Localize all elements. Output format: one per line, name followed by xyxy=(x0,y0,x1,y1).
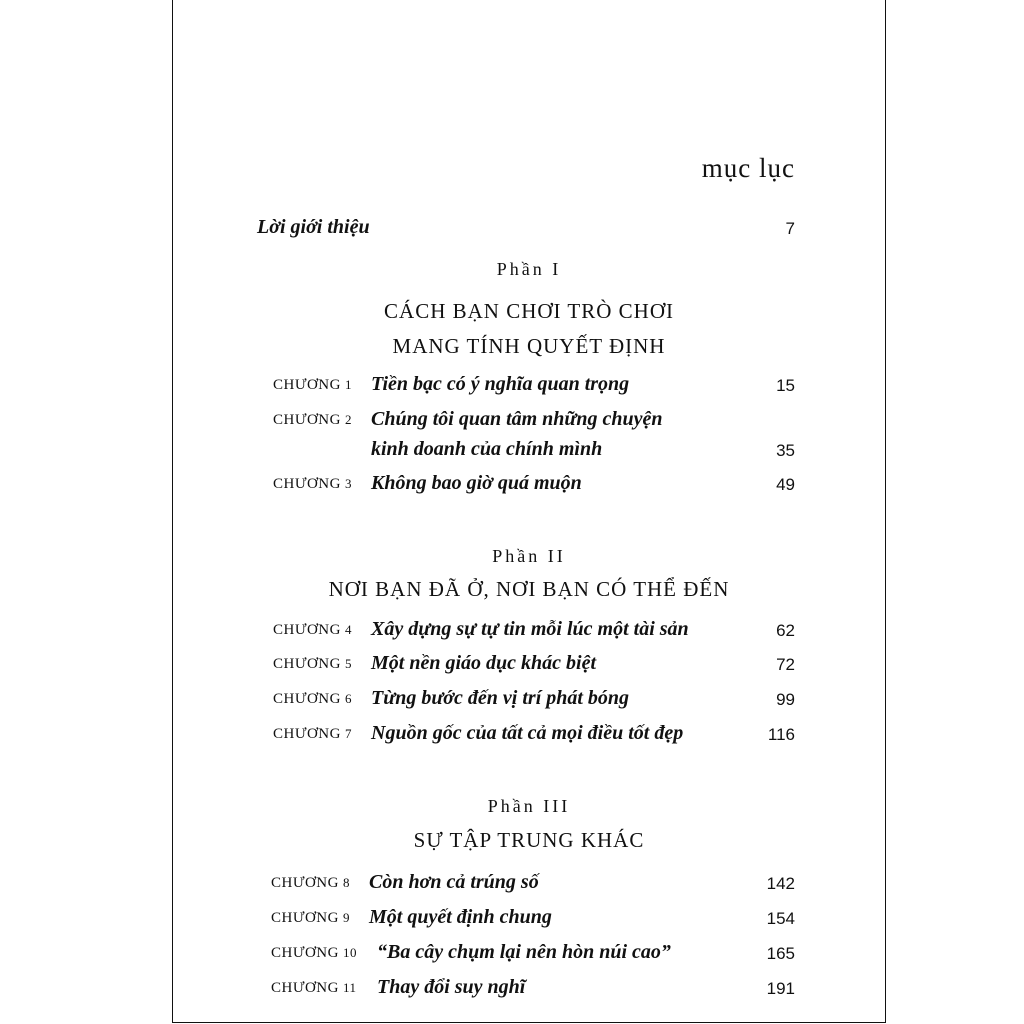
chapter-6-title: Từng bước đến vị trí phát bóng xyxy=(371,687,630,709)
chapter-4-label: CHƯƠNG 4 xyxy=(273,622,352,638)
chapter-9-label: CHƯƠNG 9 xyxy=(271,910,350,926)
chapter-1-page: 15 xyxy=(776,376,795,395)
chapter-8-page: 142 xyxy=(766,874,795,893)
chapter-8-label: CHƯƠNG 8 xyxy=(271,875,350,891)
chapter-5-title: Một nền giáo dục khác biệt xyxy=(371,652,597,674)
chapter-6-page: 99 xyxy=(776,690,795,709)
toc-title: mục lục xyxy=(701,153,795,183)
chapter-6-label: CHƯƠNG 6 xyxy=(273,691,352,707)
chapter-10-page: 165 xyxy=(766,944,795,963)
chapter-11-page: 191 xyxy=(766,979,795,998)
chapter-7-title: Nguồn gốc của tất cả mọi điều tốt đẹp xyxy=(371,722,684,744)
chapter-5-label: CHƯƠNG 5 xyxy=(273,656,352,672)
chapter-9-page: 154 xyxy=(766,909,795,928)
chapter-11-label: CHƯƠNG 11 xyxy=(271,980,357,996)
intro-page: 7 xyxy=(785,219,795,238)
chapter-3-label: CHƯƠNG 3 xyxy=(273,476,352,492)
chapter-10-title: “Ba cây chụm lại nên hòn núi cao” xyxy=(377,941,671,963)
chapter-1-title: Tiền bạc có ý nghĩa quan trọng xyxy=(371,373,630,395)
chapter-1-label: CHƯƠNG 1 xyxy=(273,377,352,393)
chapter-7-page: 116 xyxy=(767,725,795,744)
chapter-2-label: CHƯƠNG 2 xyxy=(273,412,352,428)
part-3-title: SỰ TẬP TRUNG KHÁC xyxy=(413,828,645,852)
chapter-2-title-line-2: kinh doanh của chính mình xyxy=(371,438,603,460)
chapter-2-title-line-1: Chúng tôi quan tâm những chuyện xyxy=(371,408,663,430)
part-2-label: Phần II xyxy=(492,546,566,566)
part-1-title-line-1: CÁCH BẠN CHƠI TRÒ CHƠI xyxy=(384,299,674,323)
chapter-4-title: Xây dựng sự tự tin mỗi lúc một tài sản xyxy=(371,618,689,640)
chapter-8-title: Còn hơn cả trúng số xyxy=(369,871,539,893)
chapter-7-label: CHƯƠNG 7 xyxy=(273,726,352,742)
chapter-3-title: Không bao giờ quá muộn xyxy=(371,472,582,494)
book-page xyxy=(172,0,886,1023)
part-3-label: Phần III xyxy=(487,796,571,816)
part-2-title: NƠI BẠN ĐÃ Ở, NƠI BẠN CÓ THỂ ĐẾN xyxy=(328,577,730,601)
part-1-title-line-2: MANG TÍNH QUYẾT ĐỊNH xyxy=(392,334,666,358)
chapter-10-label: CHƯƠNG 10 xyxy=(271,945,357,961)
chapter-5-page: 72 xyxy=(776,655,795,674)
chapter-11-title: Thay đổi suy nghĩ xyxy=(377,976,526,998)
chapter-9-title: Một quyết định chung xyxy=(369,906,552,928)
chapter-3-page: 49 xyxy=(776,475,795,494)
intro-title: Lời giới thiệu xyxy=(257,216,370,238)
chapter-4-page: 62 xyxy=(776,621,795,640)
chapter-2-page: 35 xyxy=(776,441,795,460)
part-1-label: Phần I xyxy=(496,259,562,279)
